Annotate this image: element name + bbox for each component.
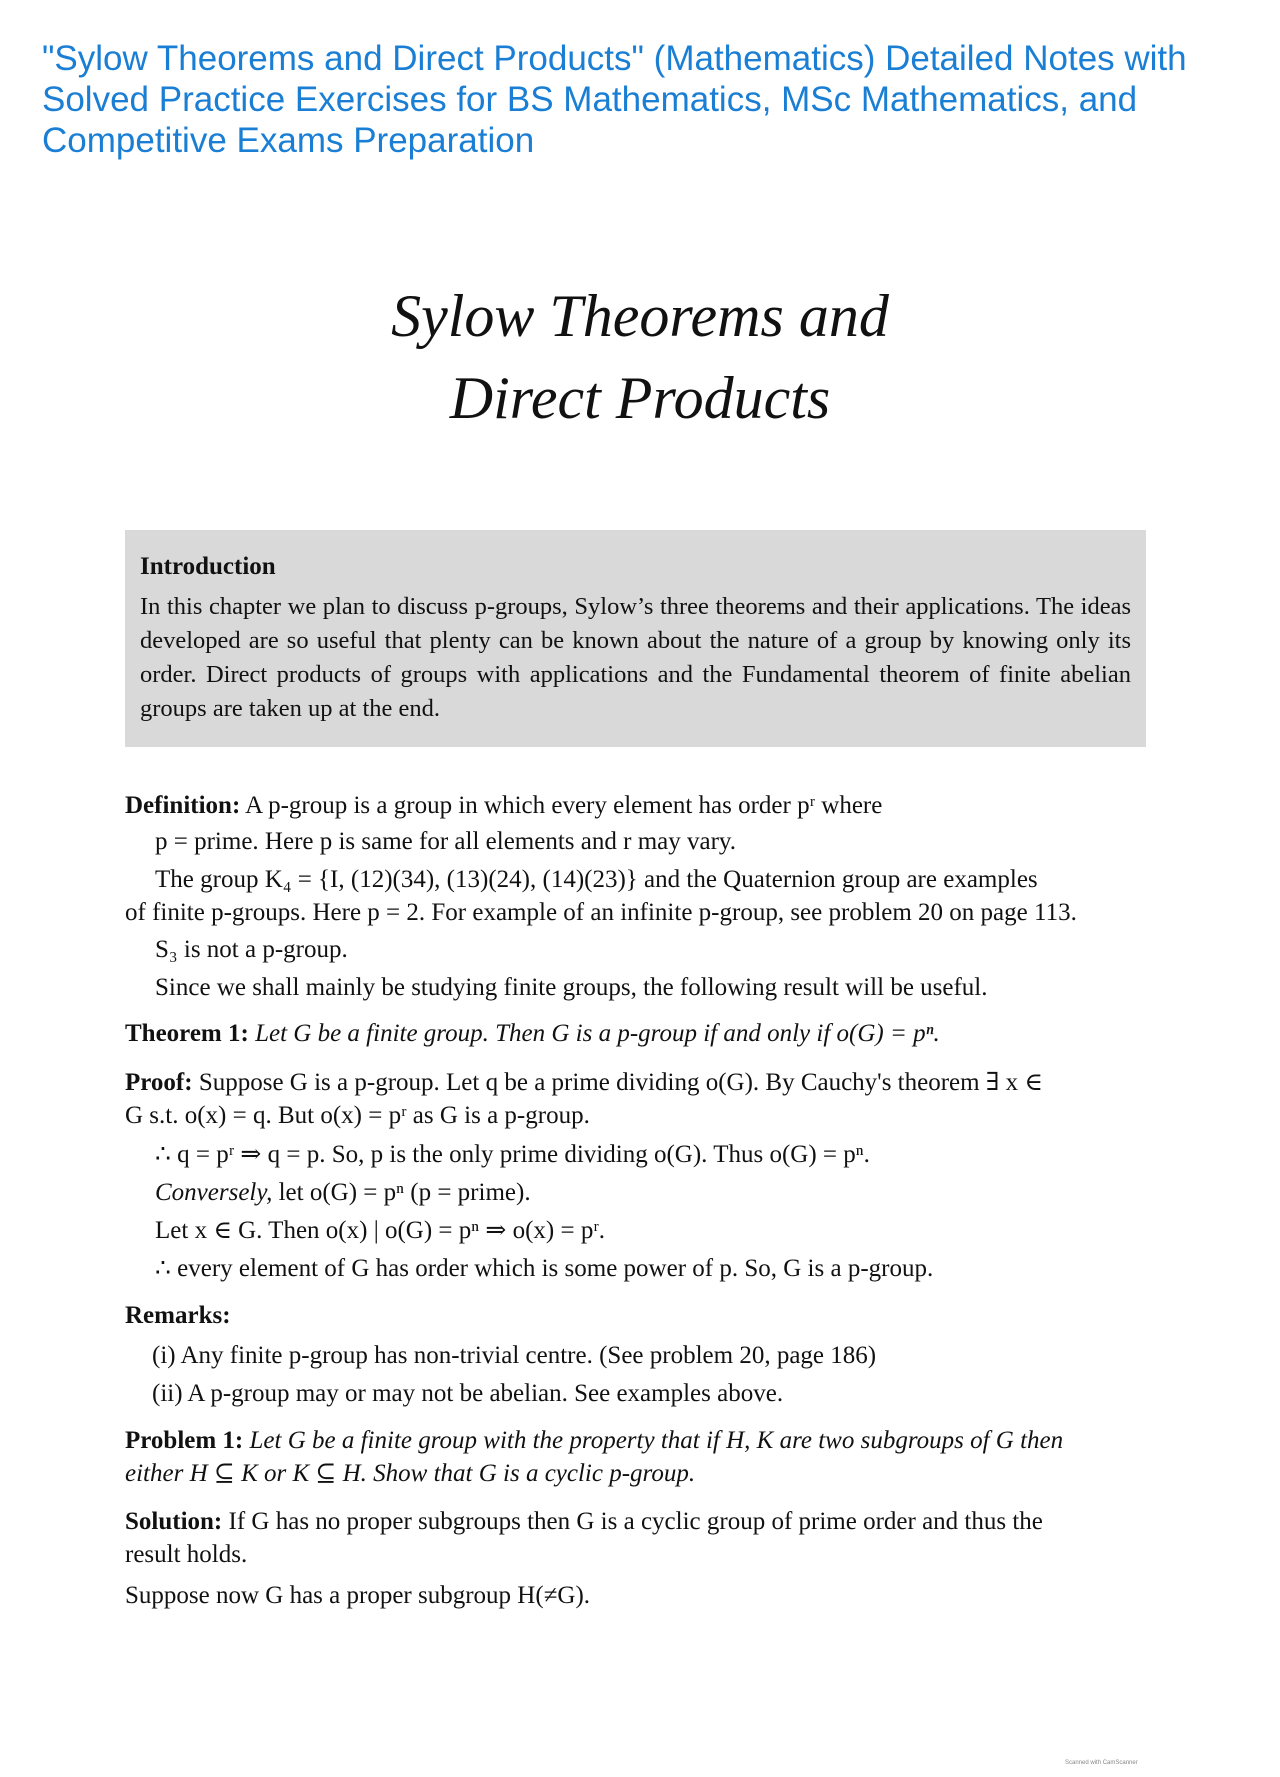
solution-line-2: result holds.	[125, 1541, 248, 1568]
proof-line-3: ∴ q = pʳ ⇒ q = p. So, p is the only prime dividing o(G). Thus o(G) = pⁿ.	[155, 1141, 870, 1168]
chapter-title-line-1: Sylow Theorems and	[391, 283, 889, 349]
chapter-title-line-2: Direct Products	[449, 365, 831, 431]
document-title: "Sylow Theorems and Direct Products" (Mathematics) Detailed Notes with Solved Practice Exercises for BS Mathematics, MSc Mathematics, and Competitive Exams Preparation	[42, 39, 1187, 160]
proof-conversely: Conversely,	[155, 1179, 273, 1206]
chapter-title	[0, 275, 1280, 439]
proof-line-6: ∴ every element of G has order which is some power of p. So, G is a p-group.	[155, 1255, 934, 1282]
theorem-1	[125, 1018, 940, 1050]
solution-label: Solution:	[125, 1508, 223, 1535]
proof-line-5: Let x ∈ G. Then o(x) | o(G) = pⁿ ⇒ o(x) = pʳ.	[155, 1217, 605, 1244]
problem-label: Problem 1:	[125, 1427, 244, 1454]
definition-text: A p-group is a group in which every element has order pʳ where	[245, 792, 883, 819]
proof-line-4-rest: let o(G) = pⁿ (p = prime).	[272, 1179, 531, 1206]
problem-line-2: either H ⊆ K or K ⊆ H. Show that G is a cyclic p-group.	[125, 1460, 696, 1487]
definition-line-2: p = prime. Here p is same for all elements and r may vary.	[155, 828, 737, 855]
remark-item-2: (ii) A p-group may or may not be abelian. See examples above.	[152, 1380, 784, 1407]
proof-label: Proof:	[125, 1069, 193, 1096]
introduction-body: In this chapter we plan to discuss p-groups, Sylow’s three theorems and their applications. The ideas developed are so useful that plenty can be known about the nature of a group by knowing only its order. Direct products of groups with applications and the Fundamental theorem of finite abelian groups are taken up at the end.	[140, 593, 1131, 722]
definition-line-4: of finite p-groups. Here p = 2. For example of an infinite p-group, see problem 20 on page 113.	[125, 899, 1077, 926]
solution-line-1	[125, 1506, 1043, 1538]
problem-line-1	[125, 1425, 1063, 1457]
theorem-statement: Let G be a finite group. Then G is a p-group if and only if o(G) = pⁿ.	[255, 1020, 940, 1047]
proof-line-2: G s.t. o(x) = q. But o(x) = pʳ as G is a p-group.	[125, 1102, 590, 1129]
definition-line-6: Since we shall mainly be studying finite groups, the following result will be useful.	[155, 974, 988, 1001]
scanner-watermark: Scanned with CamScanner	[1065, 1760, 1138, 1766]
solution-text: If G has no proper subgroups then G is a cyclic group of prime order and thus the	[228, 1508, 1043, 1535]
solution-line-3: Suppose now G has a proper subgroup H(≠G).	[125, 1582, 591, 1609]
definition-line-3: The group K₄ = {I, (12)(34), (13)(24), (14)(23)} and the Quaternion group are examples	[155, 866, 1038, 893]
theorem-label: Theorem 1:	[125, 1020, 249, 1047]
introduction-heading: Introduction	[140, 553, 276, 580]
remark-item-1: (i) Any finite p-group has non-trivial centre. (See problem 20, page 186)	[152, 1342, 877, 1369]
remarks-label: Remarks:	[125, 1302, 231, 1329]
definition-line-1	[125, 790, 882, 822]
definition-label: Definition:	[125, 792, 241, 819]
proof-text: Suppose G is a p-group. Let q be a prime dividing o(G). By Cauchy's theorem ∃ x ∈	[198, 1069, 1043, 1096]
problem-text: Let G be a finite group with the property that if H, K are two subgroups of G then	[249, 1427, 1064, 1454]
introduction-box	[125, 530, 1146, 747]
proof-line-4	[155, 1177, 531, 1209]
definition-line-5: S₃ is not a p-group.	[155, 936, 348, 963]
proof-line-1	[125, 1067, 1043, 1099]
